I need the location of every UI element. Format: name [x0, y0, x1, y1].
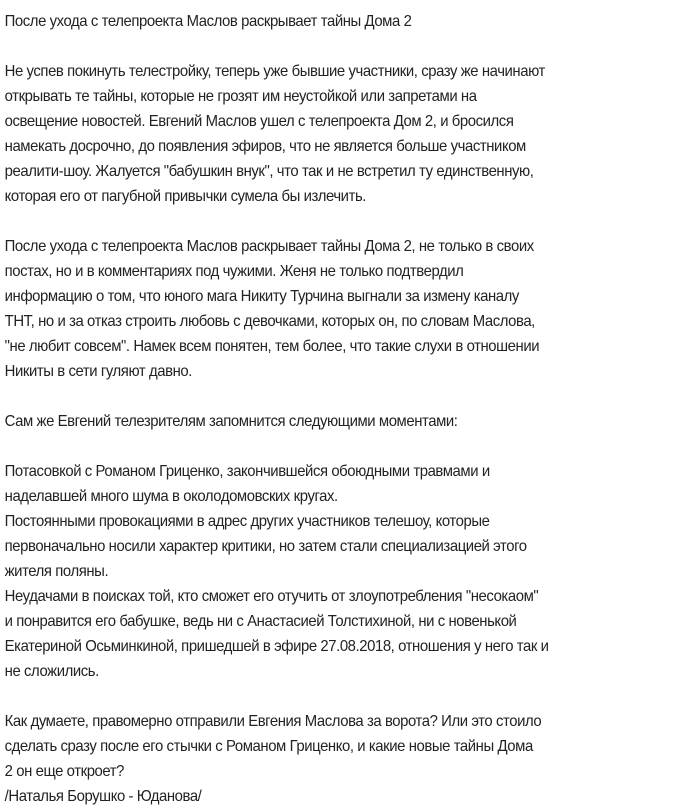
text-line: не сложились.: [4, 663, 99, 680]
title-text: После ухода с телепроекта Маслов раскрывает тайны Дома 2: [4, 13, 412, 30]
text-line: наделавшей много шума в околодомовских кругах.: [4, 488, 338, 505]
paragraph-details: [5, 234, 699, 384]
text-line: После ухода с телепроекта Маслов раскрывает тайны Дома 2, не только в своих: [4, 238, 534, 255]
text-line: жителя поляны.: [4, 563, 109, 580]
text-line: Сам же Евгений телезрителям запомнится следующими моментами:: [4, 413, 458, 430]
paragraph-question: [5, 709, 699, 809]
paragraph-intro: [5, 59, 699, 209]
text-line: сделать сразу после его стычки с Романом Гриценко, и какие новые тайны Дома: [4, 738, 533, 755]
text-line: Неудачами в поисках той, кто сможет его отучить от злоупотребления "несокаом": [4, 588, 539, 605]
text-line: постах, но и в комментариях под чужими. Женя не только подтвердил: [4, 263, 464, 280]
paragraph-moments-list: [5, 459, 699, 684]
text-line: Никиты в сети гуляют давно.: [4, 363, 192, 380]
text-line: первоначально носили характер критики, но затем стали специализацией этого: [4, 538, 527, 555]
text-line: и понравится его бабушке, ведь ни с Анастасией Толстихиной, ни с новенькой: [4, 613, 517, 630]
text-line: "не любит совсем". Намек всем понятен, тем более, что такие слухи в отношении: [4, 338, 540, 355]
text-line: Не успев покинуть телестройку, теперь уже бывшие участники, сразу же начинают: [4, 63, 545, 80]
text-line: Как думаете, правомерно отправили Евгения Маслова за ворота? Или это стоило: [4, 713, 542, 730]
text-line: ТНТ, но и за отказ строить любовь с девочками, которых он, по словам Маслова,: [4, 313, 535, 330]
text-line: реалити-шоу. Жалуется "бабушкин внук", что так и не встретил ту единственную,: [4, 163, 534, 180]
text-line: 2 он еще откроет?: [4, 763, 125, 780]
text-line: намекать досрочно, до появления эфиров, что не является больше участником: [4, 138, 526, 155]
text-line: Потасовкой с Романом Гриценко, закончившейся обоюдными травмами и: [4, 463, 490, 480]
text-line: которая его от пагубной привычки сумела бы излечить.: [4, 188, 367, 205]
text-line: освещение новостей. Евгений Маслов ушел с телепроекта Дом 2, и бросился: [4, 113, 514, 130]
author-signature: /Наталья Борушко - Юданова/: [4, 788, 202, 805]
text-line: Постоянными провокациями в адрес других участников телешоу, которые: [4, 513, 490, 530]
text-line: информацию о том, что юного мага Никиту Турчина выгнали за измену каналу: [4, 288, 519, 305]
paragraph-moments-intro: [5, 409, 699, 434]
text-line: Екатериной Осьминкиной, пришедшей в эфире 27.08.2018, отношения у него так и: [4, 638, 549, 655]
text-line: открывать те тайны, которые не грозят им неустойкой или запретами на: [4, 88, 477, 105]
article-title: [5, 9, 699, 34]
